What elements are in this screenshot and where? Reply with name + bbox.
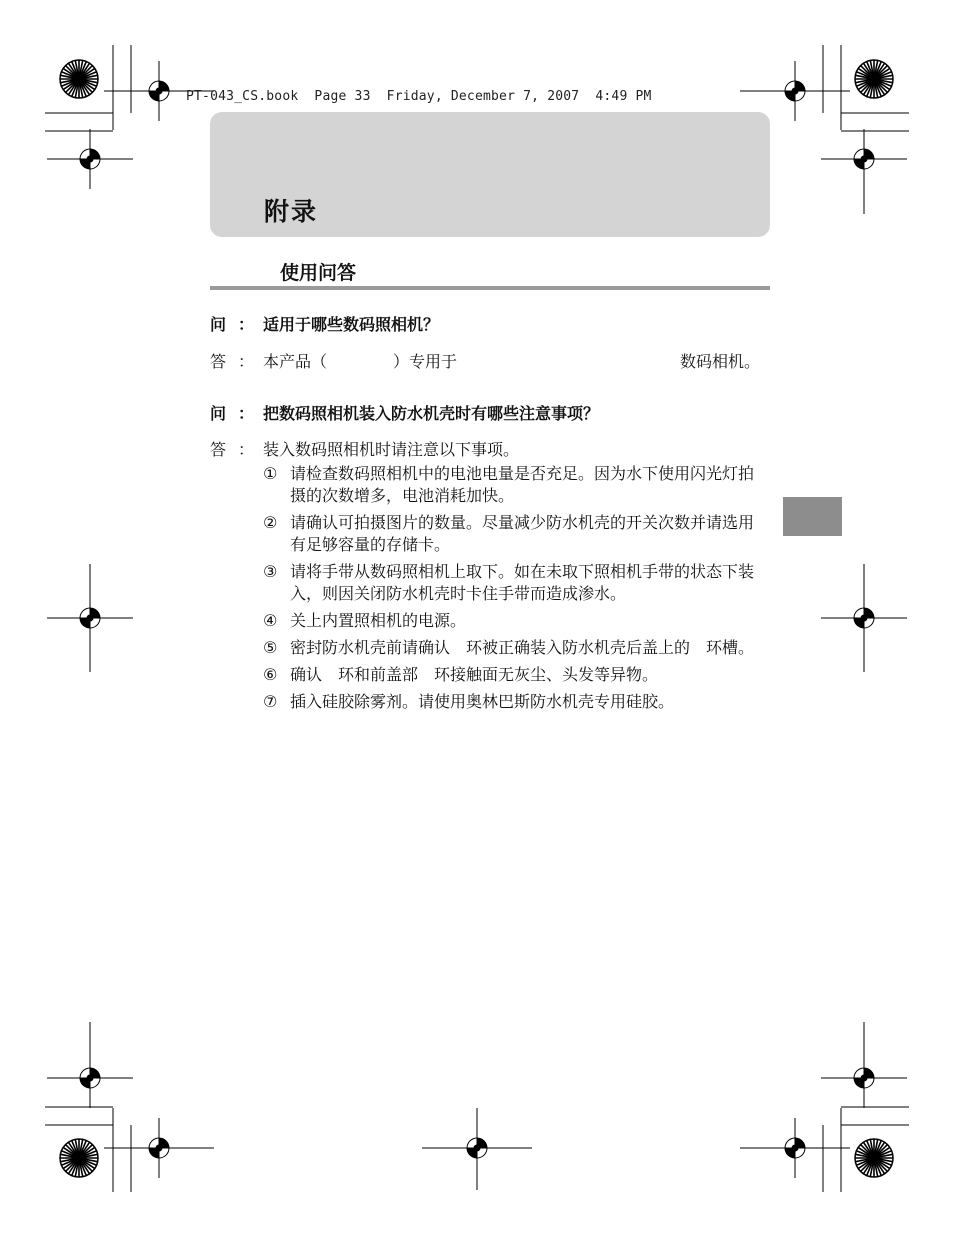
step-number: ①	[263, 464, 278, 483]
step-text: 请检查数码照相机中的电池电量是否充足。因为水下使用闪光灯拍摄的次数增多，电池消耗加快。	[290, 464, 755, 505]
step-item	[263, 561, 763, 605]
step-number: ③	[263, 562, 278, 581]
section-title: 附录	[264, 197, 319, 226]
step-number: ④	[263, 611, 278, 630]
step-text: 请将手带从数码照相机上取下。如在未取下照相机手带的状态下装入，则因关闭防水机壳时卡住手带而造成渗水。	[290, 562, 755, 603]
step-number: ⑥	[263, 665, 278, 684]
step-item	[263, 691, 763, 713]
step-text: 插入硅胶除雾剂。请使用奥林巴斯防水机壳专用硅胶。	[290, 692, 675, 711]
precaution-steps	[263, 463, 763, 718]
answer-text-prefix: 本产品（	[263, 352, 328, 371]
step-item	[263, 610, 763, 632]
answer-colon: ：	[238, 352, 255, 371]
step-item	[263, 637, 763, 659]
chapter-side-tab	[783, 497, 842, 536]
answer-colon: ：	[238, 440, 255, 459]
answer-text-suffix: 数码相机。	[680, 352, 761, 371]
step-text: 密封防水机壳前请确认 环被正确装入防水机壳后盖上的 环槽。	[290, 638, 755, 657]
question-colon: ：	[238, 315, 255, 334]
book-header-info: PT-043_CS.book Page 33 Friday, December 7, 2007 4:49 PM	[186, 89, 652, 104]
question-label: 问	[210, 404, 227, 423]
step-text: 确认 环和前盖部 环接触面无灰尘、头发等异物。	[290, 665, 659, 684]
step-number: ⑤	[263, 638, 278, 657]
answer-label: 答	[210, 440, 227, 459]
step-number: ⑦	[263, 692, 278, 711]
answer-intro: 装入数码照相机时请注意以下事项。	[263, 440, 520, 459]
step-text: 请确认可拍摄图片的数量。尽量减少防水机壳的开关次数并请选用有足够容量的存储卡。	[290, 513, 755, 554]
step-item	[263, 664, 763, 686]
answer-label: 答	[210, 352, 227, 371]
subsection-title: 使用问答	[280, 262, 357, 284]
answer-text-mid: ）专用于	[393, 352, 458, 371]
step-number: ②	[263, 513, 278, 532]
question-label: 问	[210, 315, 227, 334]
subsection-rule	[210, 286, 770, 290]
step-text: 关上内置照相机的电源。	[290, 611, 467, 630]
step-item	[263, 512, 763, 556]
question-text: 适用于哪些数码照相机？	[263, 315, 440, 334]
answer-1	[210, 351, 770, 373]
question-colon: ：	[238, 404, 255, 423]
section-title-banner	[210, 112, 770, 237]
step-item	[263, 463, 763, 507]
question-text: 把数码照相机装入防水机壳时有哪些注意事项？	[263, 404, 600, 423]
